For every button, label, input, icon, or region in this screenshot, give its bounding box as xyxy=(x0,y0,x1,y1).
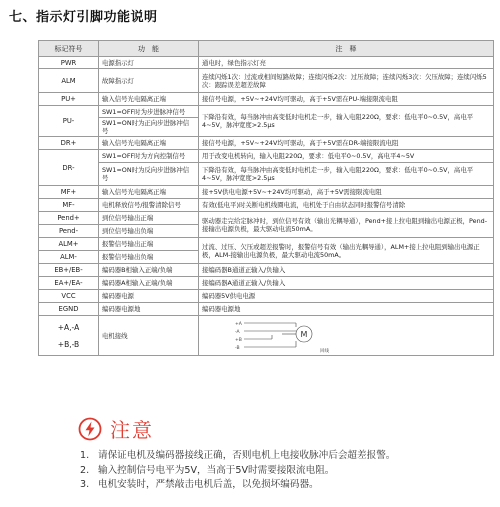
cell-note: 有效(低电平)时关断电机线圈电流，电机处于自由状态同时报警信号清除 xyxy=(199,199,494,212)
cell-symbol: EB+/EB- xyxy=(39,264,99,277)
cell-note: 接+5V供电电源+5V~+24V均可驱动，高于+5V需接限流电阻 xyxy=(199,186,494,199)
cell-symbol: ALM xyxy=(39,69,99,93)
cell-note: 连续闪烁1次：过流或相间短路故障；连续闪烁2次：过压故障；连续闪烁3次：欠压故障；连续闪烁5次：跟踪误差超差故障 xyxy=(199,69,494,93)
table-row xyxy=(39,199,494,212)
cell-function: 报警信号输出正端 xyxy=(99,238,199,251)
wiring-svg xyxy=(234,319,344,353)
cell-note: 下降沿有效，每当脉冲由高变低时电机走一步，输入电阻220Ω，要求：低电平0~0.5V，高电平4~5V，脉冲宽度>2.5μs xyxy=(199,163,494,186)
header-function: 功 能 xyxy=(99,41,199,57)
cell-symbol: Pend+ xyxy=(39,212,99,225)
cell-function: SW1=OFF时为步进脉冲信号 xyxy=(99,106,199,118)
list-item xyxy=(80,464,395,479)
cell-function: SW1=ON时为正向步进脉冲信号 xyxy=(99,118,199,137)
cell-note: 接信号电源，+5V~+24V均可驱动，高于+5V需在DR-端接限流电阻 xyxy=(199,137,494,150)
table-row xyxy=(39,277,494,290)
label-b-plus: +B xyxy=(235,337,242,343)
list-item-number: 3. xyxy=(80,479,90,490)
table-row xyxy=(39,93,494,106)
cell-symbol: VCC xyxy=(39,290,99,303)
cell-function: 故障指示灯 xyxy=(99,69,199,93)
list-item xyxy=(80,478,395,493)
cell-function: 电机接线 xyxy=(99,316,199,356)
cell-function: 报警信号输出负端 xyxy=(99,251,199,264)
cell-note: 过流、过压、欠压或超差报警时，报警信号有效（输出光耦导通），ALM+接上拉电阻到输出电源正极，ALM-接输出电源负极，最大驱动电流50mA。 xyxy=(199,238,494,264)
cell-function: 编码器A相输入正端/负端 xyxy=(99,277,199,290)
cell-function: 输入信号光电隔离正端 xyxy=(99,93,199,106)
cell-symbol: MF- xyxy=(39,199,99,212)
cell-note xyxy=(199,316,494,356)
cell-note: 接编码器A通道正输入/负输入 xyxy=(199,277,494,290)
cell-function: 到位信号输出正端 xyxy=(99,212,199,225)
cell-symbol: PWR xyxy=(39,57,99,69)
pin-function-table xyxy=(38,40,494,356)
cell-symbol: MF+ xyxy=(39,186,99,199)
warning-title: 注意 xyxy=(110,418,154,442)
list-item-number: 2. xyxy=(80,464,90,476)
table-row xyxy=(39,238,494,251)
list-item-text: 电机安装时，严禁敲击电机后盖，以免损坏编码器。 xyxy=(98,479,319,490)
list-item-text: 请保证电机及编码器接线正确，否则电机上电接收脉冲后会超差报警。 xyxy=(98,450,396,461)
cell-function: SW1=ON时为反向步进脉冲信号 xyxy=(99,163,199,186)
table-row xyxy=(39,264,494,277)
table-row xyxy=(39,150,494,163)
header-symbol: 标记符号 xyxy=(39,41,99,57)
cell-function: SW1=OFF时为方向控制信号 xyxy=(99,150,199,163)
cell-function: 电源指示灯 xyxy=(99,57,199,69)
table-row xyxy=(39,137,494,150)
list-item-text: 输入控制信号电平为5V，当高于5V时需要接限流电阻。 xyxy=(98,464,335,476)
warning-list xyxy=(80,449,395,493)
cell-symbol: ALM+ xyxy=(39,238,99,251)
label-motor: M xyxy=(300,329,308,339)
cell-function: 输入信号光电隔离正端 xyxy=(99,137,199,150)
cell-symbol: PU- xyxy=(39,106,99,137)
label-a-minus: -A xyxy=(235,329,240,335)
cell-symbol: Pend- xyxy=(39,225,99,238)
cell-note: 通电时，绿色指示灯亮 xyxy=(199,57,494,69)
section-title: 七、指示灯引脚功能说明 xyxy=(9,10,158,25)
cell-note: 下降沿有效，每当脉冲由高变低时电机走一步，输入电阻220Ω，要求：低电平0~0.5V，高电平4~5V，脉冲宽度>2.5μs xyxy=(199,106,494,137)
cell-function: 编码器电源 xyxy=(99,290,199,303)
cell-function: 编码器电源地 xyxy=(99,303,199,316)
cell-note: 编码器电源地 xyxy=(199,303,494,316)
cell-symbol: EA+/EA- xyxy=(39,277,99,290)
cell-symbol: ALM- xyxy=(39,251,99,264)
table-row xyxy=(39,303,494,316)
table-row xyxy=(39,212,494,225)
cell-symbol: PU+ xyxy=(39,93,99,106)
cell-symbol: DR- xyxy=(39,150,99,186)
motor-a-symbol: +A,-A xyxy=(57,322,80,332)
cell-symbol: DR+ xyxy=(39,137,99,150)
label-caption: 回线 xyxy=(320,348,329,353)
table-header-row xyxy=(39,41,494,57)
list-item xyxy=(80,449,395,464)
label-b-minus: -B xyxy=(235,345,240,351)
label-a-plus: +A xyxy=(235,321,242,327)
table-row xyxy=(39,316,494,356)
lightning-circle-icon xyxy=(78,417,102,441)
cell-note: 接编码器B通道正输入/负输入 xyxy=(199,264,494,277)
cell-function: 编码器B相输入正端/负端 xyxy=(99,264,199,277)
table-row xyxy=(39,290,494,303)
header-note: 注 释 xyxy=(199,41,494,57)
cell-note: 接信号电源，+5V~+24V均可驱动，高于+5V需在PU-端接限流电阻 xyxy=(199,93,494,106)
table-row xyxy=(39,163,494,186)
motor-wiring-diagram xyxy=(202,319,490,353)
table-row xyxy=(39,106,494,118)
cell-note: 编码器5V供电电源 xyxy=(199,290,494,303)
cell-symbol: EGND xyxy=(39,303,99,316)
cell-function: 电机释放信号/报警清除信号 xyxy=(99,199,199,212)
cell-symbol xyxy=(39,316,99,356)
table-row xyxy=(39,186,494,199)
motor-b-symbol: +B,-B xyxy=(57,339,80,349)
cell-function: 到位信号输出负端 xyxy=(99,225,199,238)
table-row xyxy=(39,57,494,69)
list-item-number: 1. xyxy=(80,450,90,461)
table-row xyxy=(39,69,494,93)
cell-note: 驱动器走完给定脉冲时，到位信号有效（输出光耦导通），Pend+接上拉电阻到输出电源正极，Pend-接输出电源负极，最大驱动电流50mA。 xyxy=(199,212,494,238)
cell-note: 用于改变电机转向，输入电阻220Ω，要求：低电平0~0.5V，高电平4~5V xyxy=(199,150,494,163)
cell-function: 输入信号光电隔离正端 xyxy=(99,186,199,199)
warning-heading xyxy=(78,414,154,443)
